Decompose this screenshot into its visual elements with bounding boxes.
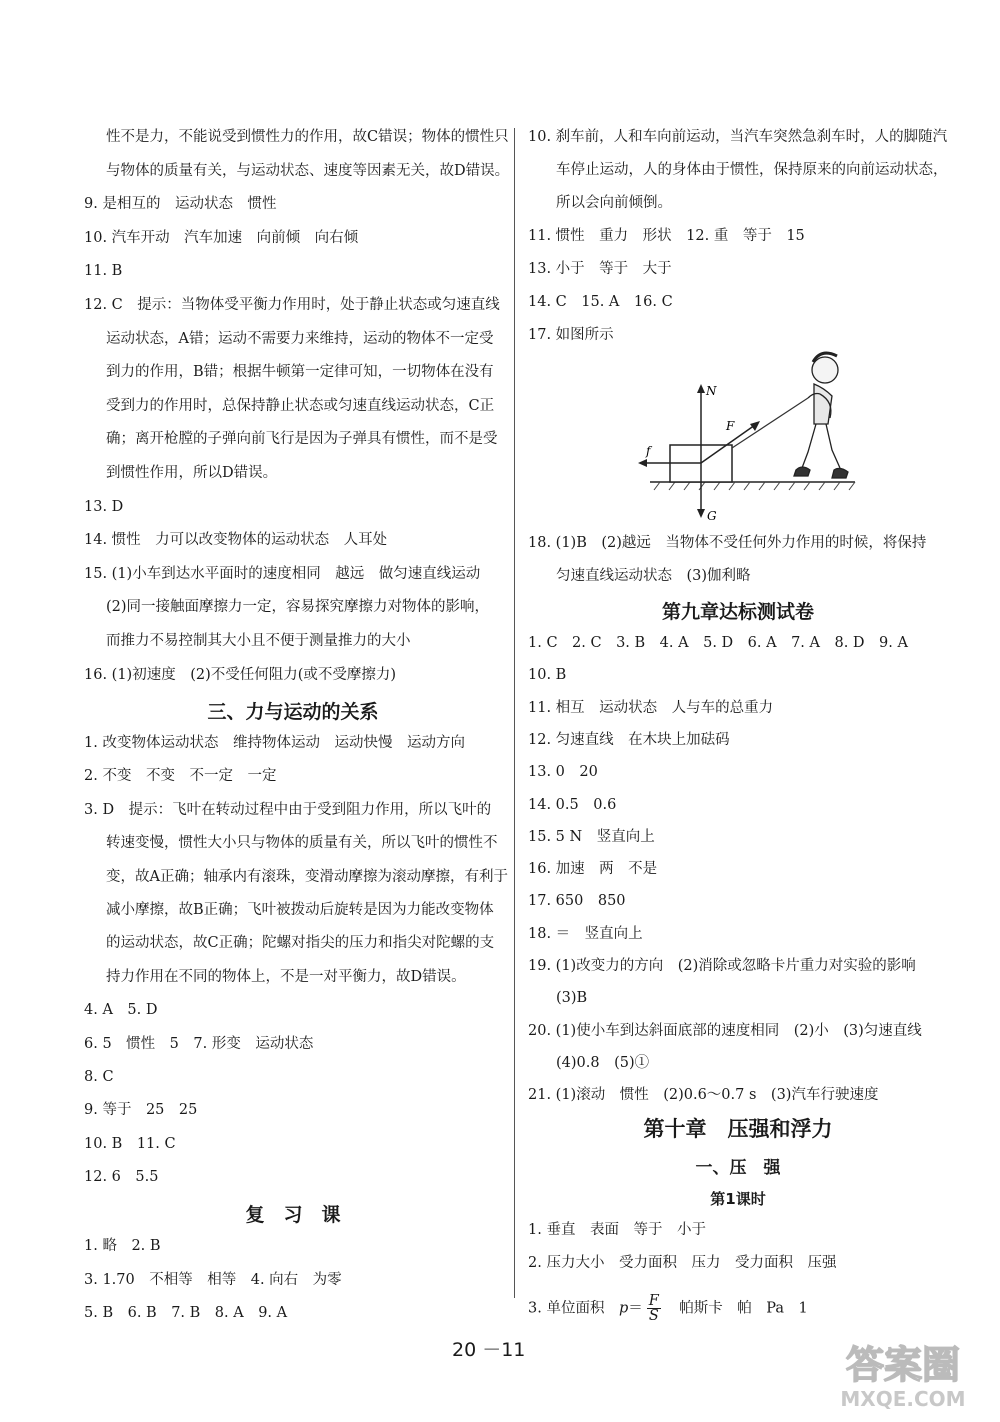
answer-line: 12. C 提示：当物体受平衡力作用时，处于静止状态或匀速直线 (84, 297, 500, 313)
answer-line: 运动状态，A错；运动不需要力来维持，运动的物体不一定受 (106, 330, 494, 347)
formula-p: p (618, 1300, 629, 1317)
answer-line: 10. 汽车开动 汽车加速 向前倾 向右倾 (84, 229, 359, 246)
watermark-url: MXQE.COM (840, 1387, 966, 1411)
label-F: F (726, 419, 735, 433)
answer-line: 确；离开枪膛的子弹向前飞行是因为子弹具有惯性，而不是受 (106, 431, 498, 448)
answer-line: (3)B (556, 990, 588, 1007)
answer-line: 18. ＝ 竖直向上 (528, 925, 643, 942)
section-heading-force-motion: 三、力与运动的关系 (207, 701, 379, 723)
answer-line: 变，故A正确；轴承内有滚珠，变滑动摩擦为滚动摩擦，有利于 (106, 868, 508, 885)
formula-fraction (647, 1294, 661, 1323)
watermark-text: 答案圈 (845, 1343, 961, 1387)
formula-denominator: S (648, 1308, 659, 1324)
answer-line: 13. D (84, 498, 124, 515)
label-N: N (706, 384, 717, 398)
rope (732, 398, 808, 448)
answer-line: 3. 1.70 不相等 相等 4. 向右 为零 (84, 1271, 342, 1288)
answer-line: 4. A 5. D (84, 1002, 158, 1019)
answer-line: 10. B (528, 667, 567, 684)
answer-line: 1. 垂直 表面 等于 小于 (528, 1222, 706, 1238)
answer-line: 8. C (84, 1069, 114, 1085)
answer-line: 17. 650 850 (528, 893, 626, 910)
q3-suffix: 帕斯卡 帕 Pa 1 (664, 1300, 808, 1317)
section-heading-review: 复 习 课 (245, 1204, 341, 1226)
answer-line: 16. 加速 两 不是 (528, 861, 658, 878)
answer-line: 17. 如图所示 (528, 327, 614, 343)
section-heading-pressure: 一、压 强 (695, 1158, 781, 1178)
answer-line: 20. (1)使小车到达斜面底部的速度相同 (2)小 (3)匀速直线 (528, 1022, 922, 1039)
answer-line: 14. 0.5 0.6 (528, 796, 617, 813)
answer-line: 匀速直线运动状态 (3)伽利略 (556, 568, 751, 584)
formula-numerator: F (648, 1293, 659, 1309)
answer-line: 14. C 15. A 16. C (528, 294, 673, 310)
force-diagram-figure (630, 350, 860, 525)
answer-line: 到惯性作用，所以D错误。 (106, 465, 278, 481)
answer-line: 13. 0 20 (528, 764, 598, 781)
answer-line: 受到力的作用时，总保持静止状态或匀速直线运动状态，C正 (106, 397, 495, 414)
column-divider (514, 128, 515, 1298)
answer-line: 2. 压力大小 受力面积 压力 受力面积 压强 (528, 1255, 837, 1271)
answer-line: 转速变慢，惯性大小只与物体的质量有关，所以飞叶的惯性不 (106, 835, 498, 852)
watermark-logo (828, 1334, 978, 1412)
q3-prefix: 3. 单位面积 (528, 1300, 619, 1317)
answer-line: 1. 略 2. B (84, 1238, 161, 1254)
answer-line: 11. B (84, 263, 123, 280)
answer-line: 9. 等于 25 25 (84, 1102, 198, 1119)
answer-line: 19. (1)改变力的方向 (2)消除或忽略卡片重力对实验的影响 (528, 958, 916, 974)
label-G: G (707, 509, 717, 523)
formula-eq: ＝ (628, 1300, 643, 1317)
answer-line: 性不是力，不能说受到惯性力的作用，故C错误；物体的惯性只 (106, 129, 509, 145)
answer-line: 减小摩擦，故B正确；飞叶被拨动后旋转是因为力能改变物体 (106, 902, 494, 918)
boy-figure (794, 353, 848, 478)
answer-line: (2)同一接触面摩擦力一定，容易探究摩擦力对物体的影响， (106, 599, 490, 616)
answer-line: 持力作用在不同的物体上，不是一对平衡力，故D错误。 (106, 968, 466, 985)
answer-line: 所以会向前倾倒。 (556, 195, 672, 211)
answer-line: 11. 惯性 重力 形状 12. 重 等于 15 (528, 228, 805, 244)
answer-line: 10. 刹车前，人和车向前运动，当汽车突然急刹车时，人的脚随汽 (528, 129, 948, 145)
answer-line: 15. (1)小车到达水平面时的速度相同 越远 做匀速直线运动 (84, 565, 481, 582)
answer-line: 的运动状态，故C正确；陀螺对指尖的压力和指尖对陀螺的支 (106, 935, 495, 952)
answer-line: 12. 匀速直线 在木块上加砝码 (528, 731, 730, 748)
label-f: f (646, 444, 651, 458)
answer-line: (4)0.8 (5)① (556, 1054, 650, 1071)
answer-line: 到力的作用，B错；根据牛顿第一定律可知，一切物体在没有 (106, 364, 494, 381)
answer-line: 3. D 提示：飞叶在转动过程中由于受到阻力作用，所以飞叶的 (84, 801, 492, 818)
answer-line: 2. 不变 不变 不一定 一定 (84, 768, 277, 785)
answer-line: 6. 5 惯性 5 7. 形变 运动状态 (84, 1035, 314, 1052)
answer-line: 15. 5 N 竖直向上 (528, 828, 655, 845)
lesson-heading-1: 第1课时 (710, 1190, 766, 1208)
answer-line: 9. 是相互的 运动状态 惯性 (84, 196, 277, 213)
answer-line: 10. B 11. C (84, 1135, 176, 1152)
answer-line: 13. 小于 等于 大于 (528, 261, 672, 277)
answer-line: 14. 惯性 力可以改变物体的运动状态 人耳处 (84, 532, 388, 549)
answer-line: 12. 6 5.5 (84, 1169, 159, 1186)
answer-line-q3-pressure (528, 1294, 808, 1323)
answer-line: 1. C 2. C 3. B 4. A 5. D 6. A 7. A 8. D 9. A (528, 635, 908, 651)
answer-line: 车停止运动，人的身体由于惯性，保持原来的向前运动状态， (556, 162, 948, 178)
answer-line: 11. 相互 运动状态 人与车的总重力 (528, 699, 774, 716)
answer-line: 18. (1)B (2)越远 当物体不受任何外力作用的时候，将保持 (528, 535, 927, 551)
answer-line: 21. (1)滚动 惯性 (2)0.6～0.7 s (3)汽车行驶速度 (528, 1087, 879, 1104)
answer-line: 1. 改变物体运动状态 维持物体运动 运动快慢 运动方向 (84, 735, 465, 751)
page-number: 20 －11 (452, 1339, 526, 1361)
chapter-heading-10: 第十章 压强和浮力 (643, 1117, 833, 1141)
answer-line: 5. B 6. B 7. B 8. A 9. A (84, 1305, 288, 1321)
section-heading-ch9-test: 第九章达标测试卷 (661, 601, 814, 623)
answer-line: 与物体的质量有关，与运动状态、速度等因素无关，故D错误。 (106, 162, 510, 179)
answer-line: 而推力不易控制其大小且不便于测量推力的大小 (106, 633, 411, 649)
answer-line: 16. (1)初速度 (2)不受任何阻力(或不受摩擦力) (84, 666, 397, 683)
